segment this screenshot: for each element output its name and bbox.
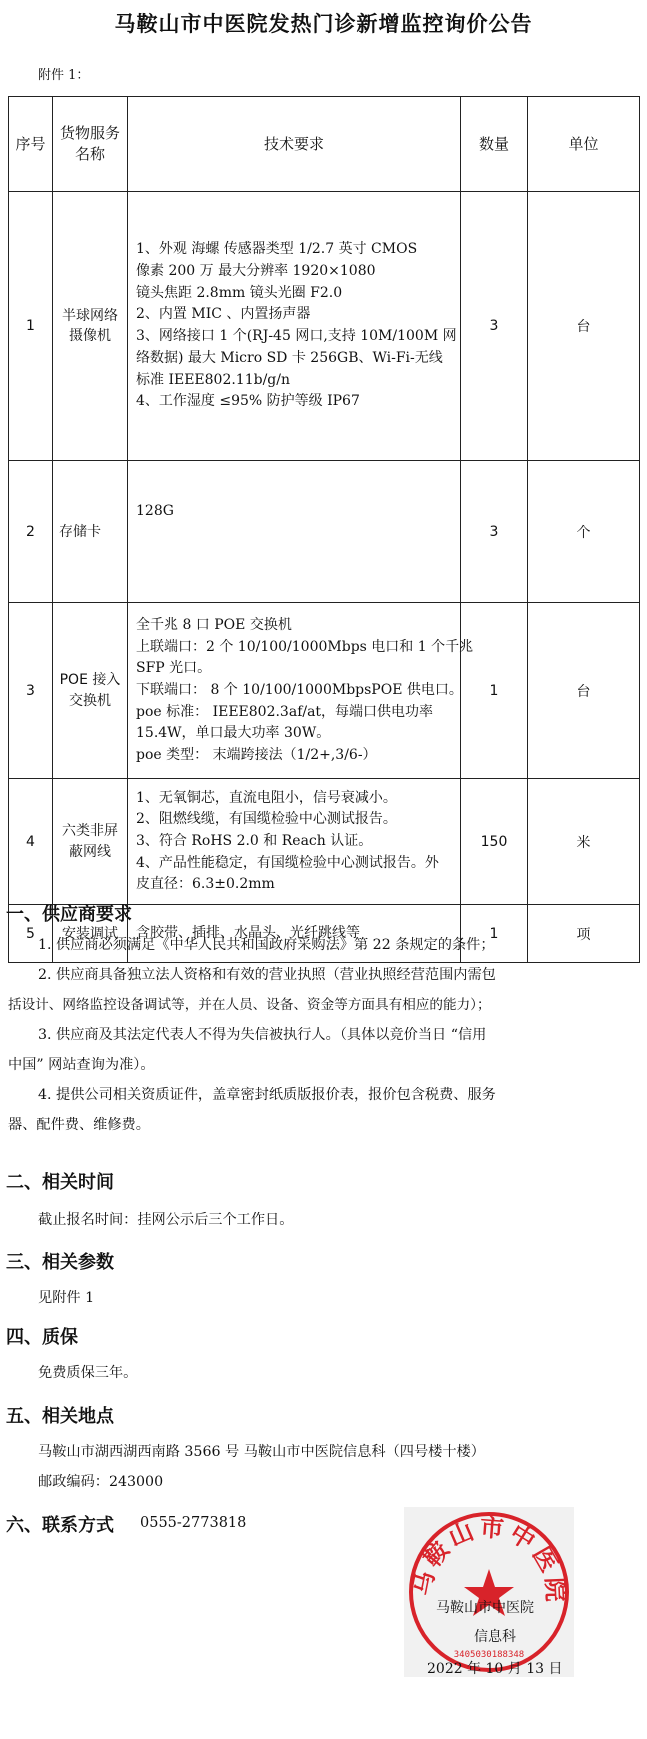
spec-table	[8, 96, 640, 963]
row-qty: 3	[461, 192, 528, 461]
row-no: 1	[9, 192, 53, 461]
row-unit: 项	[528, 905, 640, 963]
section-heading-supplier: 一、供应商要求	[6, 904, 132, 925]
row-requirements: 1、无氧铜芯，直流电阻小，信号衰减小。 2、阻燃线缆，有国缆检验中心测试报告。 3、符合 RoHS 2.0 和 Reach 认证。 4、产品性能稳定，有国缆检验中心测试报告。外 皮直径：6.3±0.2mm	[128, 779, 461, 905]
row-name: 半球网络 摄像机	[53, 192, 128, 461]
row-qty: 1	[461, 603, 528, 779]
section-heading-warranty: 四、质保	[6, 1327, 78, 1348]
row-no: 2	[9, 461, 53, 603]
row-unit: 台	[528, 192, 640, 461]
section-heading-contact: 六、联系方式	[6, 1515, 114, 1536]
list-item: 中国” 网站查询为准）。	[8, 1057, 155, 1073]
stamp-number: 3405030188348	[453, 1650, 525, 1660]
table-row	[9, 603, 640, 779]
table-row	[9, 192, 640, 461]
attachment-label: 附件 1：	[38, 68, 90, 83]
header-no: 序号	[9, 97, 53, 192]
row-requirements: 1、外观 海螺 传感器类型 1/2.7 英寸 CMOS 像素 200 万 最大分辨率 1920×1080 镜头焦距 2.8mm 镜头光圈 F2.0 2、内置 MIC 、内置扬声器 3、网络接口 1 个(RJ-45 网口,支持 10M/100M 网 络数据) 最大 Micro SD 卡 256GB、Wi-Fi-无线 标准 IEEE802.11b/g/n 4、工作湿度 ≤95% 防护等级 IP67	[128, 192, 461, 461]
page-title: 马鞍山市中医院发热门诊新增监控询价公告	[114, 12, 533, 36]
row-requirements: 全千兆 8 口 POE 交换机 上联端口：2 个 10/100/1000Mbps 电口和 1 个千兆 SFP 光口。 下联端口： 8 个 10/100/1000MbpsPOE 供电口。 poe 标准： IEEE802.3af/at，每端口供电功率 15.4W，单口最大功率 30W。 poe 类型： 末端跨接法（1/2+,3/6-）	[128, 603, 461, 779]
header-qty: 数量	[461, 97, 528, 192]
row-no: 5	[9, 905, 53, 963]
time-text: 截止报名时间：挂网公示后三个工作日。	[38, 1212, 294, 1228]
warranty-text: 免费质保三年。	[38, 1365, 138, 1381]
postcode: 邮政编码：243000	[38, 1474, 164, 1490]
header-name: 货物服务名称	[53, 97, 128, 192]
row-qty: 3	[461, 461, 528, 603]
signature-org: 马鞍山市中医院	[436, 1600, 534, 1616]
row-no: 4	[9, 779, 53, 905]
signature-dept: 信息科	[474, 1629, 516, 1645]
list-item: 4. 提供公司相关资质证件，盖章密封纸质版报价表，报价包含税费、服务	[38, 1087, 496, 1103]
row-requirements: 128G	[128, 461, 461, 603]
params-text: 见附件 1	[38, 1290, 95, 1306]
section-heading-params: 三、相关参数	[6, 1252, 114, 1273]
table-row	[9, 461, 640, 603]
signature-date: 2022 年 10 月 13 日	[427, 1661, 563, 1677]
list-item: 器、配件费、维修费。	[8, 1117, 150, 1133]
row-unit: 米	[528, 779, 640, 905]
address: 马鞍山市湖西湖西南路 3566 号 马鞍山市中医院信息科（四号楼十楼）	[38, 1444, 485, 1460]
row-name: 存储卡	[53, 461, 128, 603]
header-requirements: 技术要求	[128, 97, 461, 192]
location-text	[8, 1437, 588, 1497]
section-heading-location: 五、相关地点	[6, 1406, 114, 1427]
row-unit: 台	[528, 603, 640, 779]
list-item: 1. 供应商必须满足《中华人民共和国政府采购法》第 22 条规定的条件；	[38, 937, 495, 953]
list-item: 括设计、网络监控设备调试等，并在人员、设备、资金等方面具有相应的能力）；	[8, 997, 491, 1013]
table-row	[9, 779, 640, 905]
row-qty: 150	[461, 779, 528, 905]
row-no: 3	[9, 603, 53, 779]
header-unit: 单位	[528, 97, 640, 192]
row-requirements: 含胶带、插排、水晶头、光纤跳线等	[128, 905, 461, 963]
contact-phone: 0555-2773818	[140, 1515, 247, 1531]
section-heading-time: 二、相关时间	[6, 1172, 114, 1193]
list-item: 3. 供应商及其法定代表人不得为失信被执行人。（具体以竞价当日 “信用	[38, 1027, 487, 1043]
list-item: 2. 供应商具备独立法人资格和有效的营业执照（营业执照经营范围内需包	[38, 967, 496, 983]
supplier-requirements	[8, 930, 588, 1140]
row-name: 六类非屏 蔽网线	[53, 779, 128, 905]
stamp-ring-text: 马鞍山市中医院	[407, 1513, 570, 1607]
row-name: 安装调试	[53, 905, 128, 963]
official-stamp	[404, 1507, 574, 1677]
table-header-row	[9, 97, 640, 192]
row-qty: 1	[461, 905, 528, 963]
row-name: POE 接入 交换机	[53, 603, 128, 779]
row-unit: 个	[528, 461, 640, 603]
